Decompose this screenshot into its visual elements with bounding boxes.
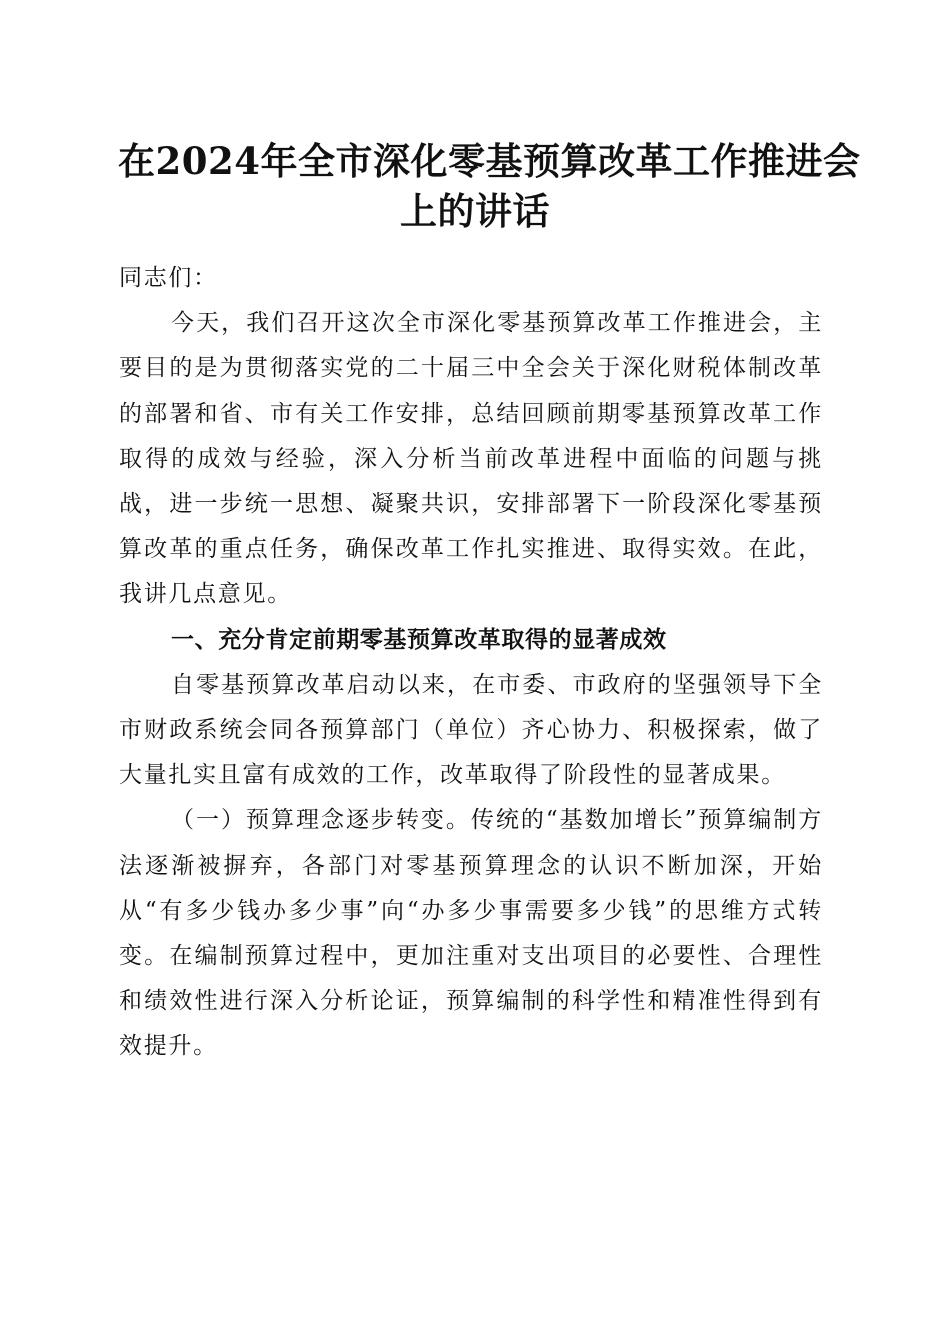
- section-heading-1: 一、充分肯定前期零基预算改革取得的显著成效: [171, 626, 667, 653]
- paragraph-intro: 今天，我们召开这次全市深化零基预算改革工作推进会，主要目的是为贯彻落实党的二十届三中全会关于深化财税体制改革的部署和省、市有关工作安排，总结回顾前期零基预算改革工作取得的成效与经验，深入分析当前改革进程中面临的问题与挑战，进一步统一思想、凝聚共识，安排部署下一阶段深化零基预算改革的重点任务，确保改革工作扎实推进、取得实效。在此，我讲几点意见。: [119, 310, 823, 608]
- title-line-2: 上的讲话: [400, 189, 550, 233]
- salutation: 同志们：: [119, 265, 218, 291]
- document-body: [119, 256, 823, 1070]
- title-line-1: 在2024年全市深化零基预算改革工作推进会: [118, 139, 861, 183]
- paragraph-budget-concept: （一）预算理念逐步转变。传统的“基数加增长”预算编制方法逐渐被摒弃，各部门对零基预算理念的认识不断加深，开始从“有多少钱办多少事”向“办多少事需要多少钱”的思维方式转变。在编制预算过程中，更加注重对支出项目的必要性、合理性和绩效性进行深入分析论证，预算编制的科学性和精准性得到有效提升。: [119, 807, 823, 1060]
- paragraph-achievements: 自零基预算改革启动以来，在市委、市政府的坚强领导下全市财政系统会同各预算部门（单位）齐心协力、积极探索，做了大量扎实且富有成效的工作，改革取得了阶段性的显著成果。: [119, 671, 823, 789]
- document-title: [118, 136, 861, 236]
